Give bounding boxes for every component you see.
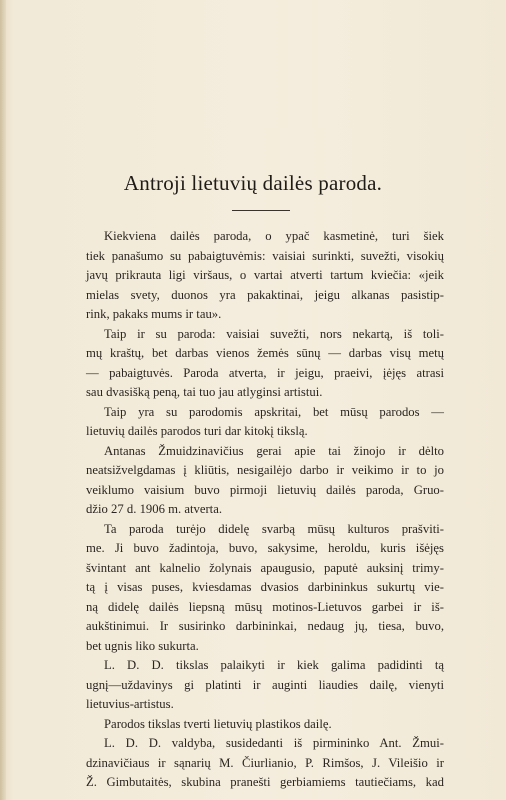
text-line: Ž. Gimbutaitės, skubina pranešti gerbiamiems tautiečiams, kad <box>86 775 444 789</box>
text-line: Taip ir su paroda: vaisiai suvežti, nors nekartą, iš toli- <box>104 326 444 341</box>
text-line: lietuvių dailės parodos turi dar kitokį tikslą. <box>86 424 308 438</box>
page-spine-shadow <box>0 0 6 800</box>
text-line: dzinavičiaus ir sąnarių M. Čiurlianio, P. Rimšos, J. Vileišio ir <box>86 755 444 770</box>
article-body <box>86 227 444 793</box>
text-line: veiklumo vaisium buvo pirmoji lietuvių dailės paroda, Gruo- <box>86 482 444 497</box>
text-line: Ta paroda turėjo didelę svarbą mūsų kulturos prašviti- <box>104 521 444 536</box>
text-line: L. D. D. valdyba, susidedanti iš pirmininko Ant. Žmui- <box>104 736 444 750</box>
text-line: Parodos tikslas tverti lietuvių plastikos dailę. <box>104 716 332 731</box>
text-line: rink, pakaks mums ir tau». <box>86 307 222 321</box>
text-line: švintant ant kalnelio žolynais apaugusio, paputė auksinį trimy- <box>86 560 444 575</box>
text-line: ugnį—uždavinys gi platinti ir auginti liaudies dailę, vienyti <box>86 677 444 692</box>
text-line: sau dvasišką peną, tai tuo jau atlyginsi artistui. <box>86 385 323 399</box>
text-line: mielas svety, duonos yra pakaktinai, jeigu alkanas pasistip- <box>86 287 444 302</box>
text-line: L. D. D. tikslas palaikyti ir kiek galima padidinti tą <box>104 658 444 672</box>
text-line: me. Ji buvo žadintoja, buvo, sakysime, heroldu, kuris išėjęs <box>86 541 444 555</box>
article-title: Antroji lietuvių dailės paroda. <box>123 171 383 195</box>
text-line: Taip yra su parodomis apskritai, bet mūsų parodos — <box>104 404 444 419</box>
title-divider <box>232 210 290 211</box>
text-line: Kiekviena dailės paroda, o ypač kasmetinė, turi šiek <box>104 229 444 243</box>
text-line: neatsižvelgdamas į kliūtis, nesigailėjo darbo ir veikimo ir to jo <box>86 463 444 477</box>
text-line: džio 27 d. 1906 m. atverta. <box>86 502 223 516</box>
text-line: ną didelę dailės liepsną mūsų motinos-Lietuvos garbei ir iš- <box>86 599 444 614</box>
text-line: mų kraštų, bet darbas vienos žemės sūnų — darbas visų metų <box>86 346 444 360</box>
text-line: bet ugnis liko sukurta. <box>86 638 199 653</box>
text-line: Antanas Žmuidzinavičius gerai apie tai žinojo ir dėlto <box>104 443 444 458</box>
text-line: javų prikrauta ligi viršaus, o vartai atverti tartum kviečia: «jeik <box>86 268 444 282</box>
text-line: — pabaigtuvės. Paroda atverta, ir jeigu, praeivi, įėjęs atrasi <box>86 365 444 380</box>
text-line: tiek panašumo su pabaigtuvėmis: vaisiai surinkti, suvežti, visokių <box>86 248 444 263</box>
text-line: aukštinimui. Ir susirinko darbininkai, nedaug jų, tiesa, buvo, <box>86 619 444 633</box>
text-line: tą į visas puses, kviesdamas dvasios darbininkus sukurtų vie- <box>86 580 444 594</box>
text-line: lietuvius-artistus. <box>86 697 174 711</box>
